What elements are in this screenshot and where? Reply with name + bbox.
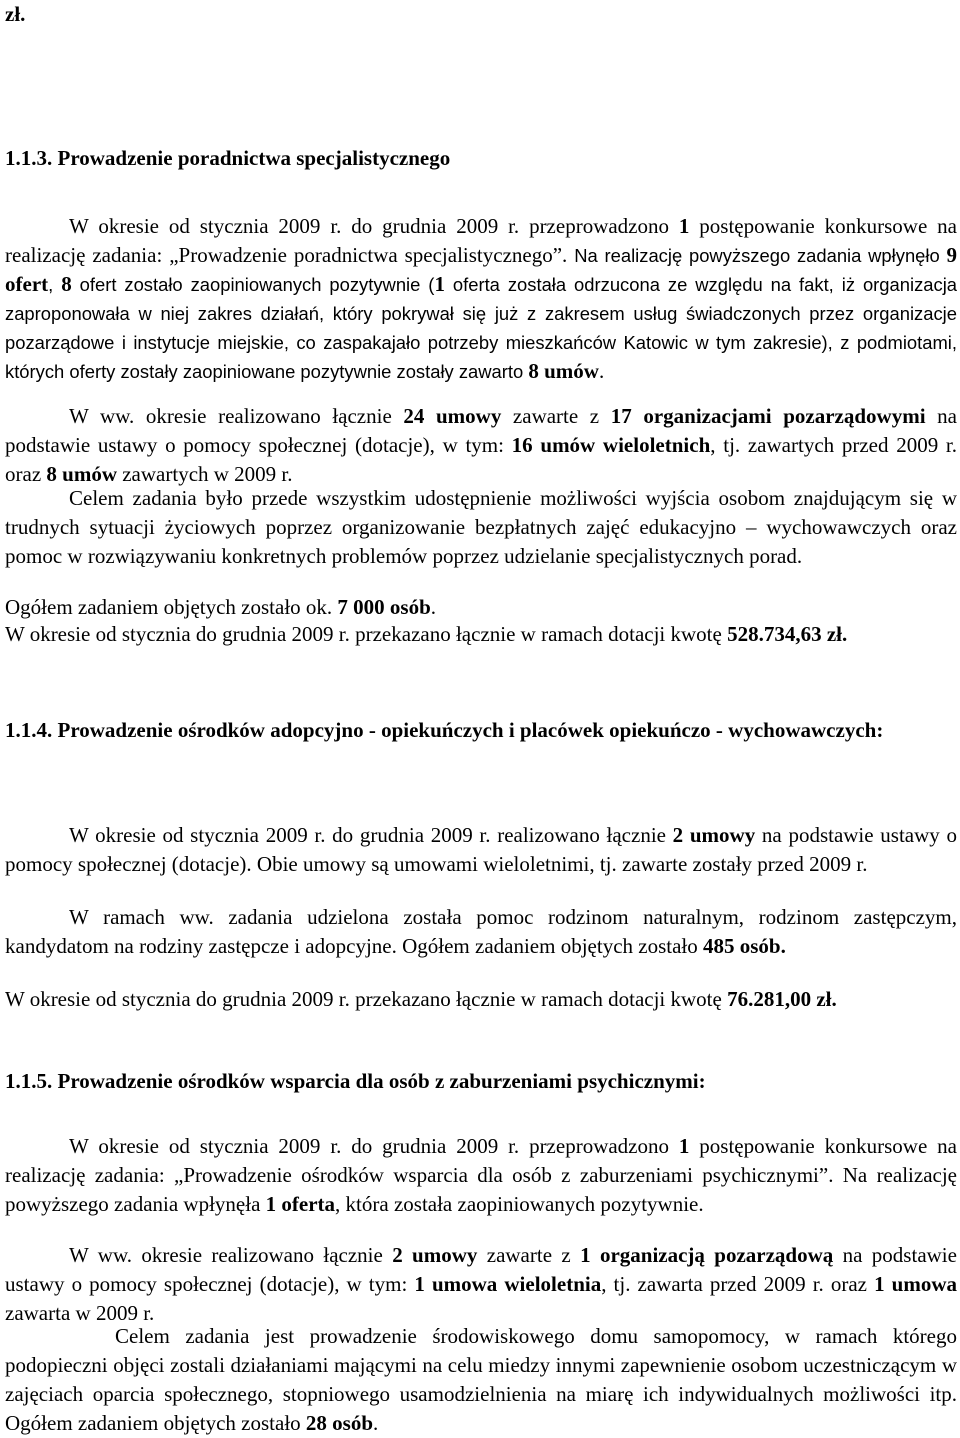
paragraph-1-1-4-support: W ramach ww. zadania udzielona została pomoc rodzinom naturalnym, rodzinom zastępczym, kandydatom na rodziny zastępcze i adopcyjne. Ogółem zadaniem objętych zostało 485 osób. (5, 905, 957, 958)
paragraph-1-1-5-contracts: W ww. okresie realizowano łącznie 2 umowy zawarte z 1 organizacją pozarządową na podstawie ustawy o pomocy społecznej (dotacje), w tym: 1 umowa wieloletnia, tj. zawarta przed 2009 r. oraz 1 umowa zawarta w 2009 r. (5, 1243, 958, 1325)
paragraph-1-1-4-contracts: W okresie od stycznia 2009 r. do grudnia 2009 r. realizowano łącznie 2 umowy na podstawie ustawy o pomocy społecznej (dotacje). Obie umowy są umowami wieloletnimi, tj. zawarte zostały przed 2009 r. (5, 823, 957, 876)
paragraph-1-1-5-procedure: W okresie od stycznia 2009 r. do grudnia 2009 r. przeprowadzono 1 postępowanie konkursowe na realizację zadania: „Prowadzenie ośrodków wsparcia dla osób z zaburzeniami psychicznymi”. Na realizację powyższego zadania wpłynęła 1 oferta, która została zaopiniowanych pozytywnie. (5, 1134, 957, 1216)
paragraph-1-1-4-amount: W okresie od stycznia do grudnia 2009 r. przekazano łącznie w ramach dotacji kwotę 76.281,00 zł. (5, 987, 837, 1011)
section-heading-1-1-3: 1.1.3. Prowadzenie poradnictwa specjalistycznego (5, 146, 451, 170)
section-heading-1-1-5: 1.1.5. Prowadzenie ośrodków wsparcia dla osób z zaburzeniami psychicznymi: (5, 1069, 706, 1093)
paragraph-1-1-3-people: Ogółem zadaniem objętych zostało ok. 7 000 osób. (5, 595, 437, 619)
section-heading-1-1-4: 1.1.4. Prowadzenie ośrodków adopcyjno - opiekuńczych i placówek opiekuńczo - wychowawczych: (5, 718, 884, 742)
paragraph-1-1-3-procedure: W okresie od stycznia 2009 r. do grudnia 2009 r. przeprowadzono 1 postępowanie konkursowe na realizację zadania: „Prowadzenie poradnictwa specjalistycznego”. Na realizację powyższego zadania wpłynęło 9 ofert, 8 ofert zostało zaopiniowanych pozytywnie (1 oferta została odrzucona ze względu na fakt, iż organizacja zaproponowała w niej zakres działań, który pokrywał się już z zakresem usług świadczonych przez organizacje pozarządowe i instytucje miejskie, co zaspakajało potrzeby mieszkańców Katowic w tym zakresie), z podmiotami, których oferty zostały zaopiniowane pozytywnie zostały zawarto 8 umów. (5, 214, 958, 383)
paragraph-1-1-3-contracts: W ww. okresie realizowano łącznie 24 umowy zawarte z 17 organizacjami pozarządowymi na podstawie ustawy o pomocy społecznej (dotacje), w tym: 16 umów wieloletnich, tj. zawartych przed 2009 r. oraz 8 umów zawartych w 2009 r. (5, 404, 957, 486)
paragraph-1-1-3-goal: Celem zadania było przede wszystkim udostępnienie możliwości wyjścia osobom znajdującym się w trudnych sytuacji życiowych poprzez organizowanie bezpłatnych zajęć edukacyjno – wychowawczych oraz pomoc w rozwiązywaniu konkretnych problemów poprzez udzielanie specjalistycznych porad. (5, 486, 957, 568)
paragraph-1-1-3-amount: W okresie od stycznia do grudnia 2009 r. przekazano łącznie w ramach dotacji kwotę 528.734,63 zł. (5, 622, 848, 646)
paragraph-1-1-5-goal: Celem zadania jest prowadzenie środowiskowego domu samopomocy, w ramach którego podopieczni objęci zostali działaniami mającymi na celu miedzy innymi zapewnienie osobom uczestniczącym w zajęciach oparcia społecznego, stopniowego usamodzielnienia na miarę ich indywidualnych możliwości itp. Ogółem zadaniem objętych zostało 28 osób. (5, 1324, 957, 1435)
carryover-fragment: zł. (5, 2, 26, 26)
